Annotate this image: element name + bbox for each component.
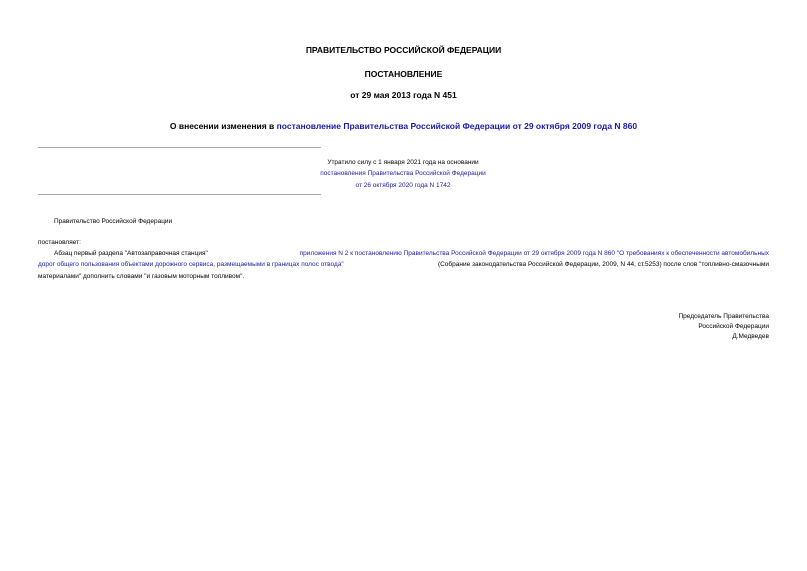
annex-link-continued[interactable]: дорог общего пользования объектами дорожного сервиса, размещаемыми в границах полос отвода" xyxy=(38,261,344,268)
signatory-name: Д.Медведев xyxy=(732,333,769,340)
status-note-text: Утратило силу с 1 января 2021 года на основании xyxy=(327,159,479,166)
divider-bottom xyxy=(38,194,321,195)
issuing-authority: ПРАВИТЕЛЬСТВО РОССИЙСКОЙ ФЕДЕРАЦИИ xyxy=(305,45,502,55)
status-note-link-line1[interactable] xyxy=(245,168,561,180)
resolves-label: постановляет: xyxy=(38,239,81,246)
body-line-1 xyxy=(54,250,769,257)
divider-top xyxy=(38,147,321,148)
body-line-3: материалами" дополнить словами "и газовым моторным топливом". xyxy=(38,273,245,280)
document-type: ПОСТАНОВЛЕНИЕ xyxy=(364,69,443,79)
repeal-resolution-link[interactable]: постановления Правительства Российской Федерации xyxy=(320,170,486,177)
status-note-link-line2[interactable] xyxy=(245,180,561,192)
title-prefix: О внесении изменения в xyxy=(169,121,277,131)
signatory-title-cont: Российской Федерации xyxy=(698,323,769,330)
repeal-resolution-link-date[interactable]: от 26 октября 2020 года N 1742 xyxy=(355,182,451,189)
annex-link[interactable]: приложения N 2 к постановлению Правительства Российской Федерации от 29 октября 2009 года N 860 "О требованиях к обеспеченности автомобильных xyxy=(299,250,769,257)
body-line-1-text: Абзац первый раздела "Автозаправочная станция" xyxy=(54,250,208,257)
body-line-2 xyxy=(38,261,769,268)
body-line-2-text: (Собрание законодательства Российской Федерации, 2009, N 44, ст.5253) после слов "топливно-смазочными xyxy=(437,261,769,268)
document-date-number: от 29 мая 2013 года N 451 xyxy=(350,90,457,100)
amended-resolution-link[interactable]: постановление Правительства Российской Федерации от 29 октября 2009 года N 860 xyxy=(276,121,638,131)
signatory-title: Председатель Правительства xyxy=(678,313,769,320)
government-label: Правительство Российской Федерации xyxy=(54,218,173,225)
document-title xyxy=(0,121,807,131)
